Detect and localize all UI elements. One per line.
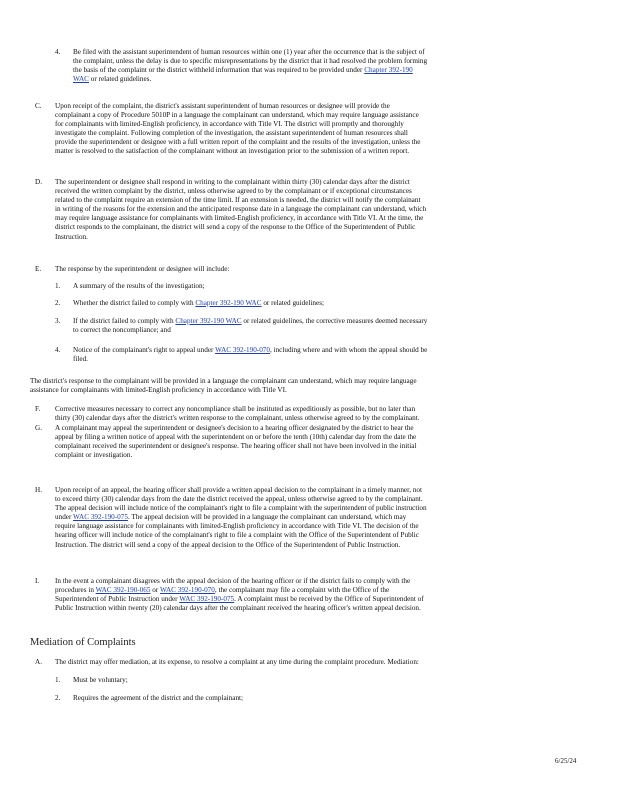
list-item-number: 4. [55,346,61,354]
section-c-line: for complainants with limited-English proficiency, in accordance with Title VI. The district will promptly and thoroughly [55,120,404,129]
list-item-text-segment: or related guidelines; [263,299,324,307]
section-c-line: provide the superintendent or designee with a full written report of the complaint and the results of the investigation, unless the [55,138,421,147]
section-d-line: district responds to the complainant, the district will send a copy of the response to the Office of the Superintendent of Public [55,223,416,232]
section-i-line: Public Instruction within twenty (20) calendar days after the complainant received the hearing officer's written appeal decision. [55,604,421,613]
wac-link[interactable]: WAC 392-190-075 [73,513,128,522]
section-e-label: E. [35,265,42,273]
section-i-text-segment: or [152,586,159,595]
list-item-text: Must be voluntary; [73,676,128,684]
list-item-text-segment: , including where and with whom the appeal should be [270,346,428,354]
section-i-text-segment: , the complainant may file a complaint with the Office of the [214,586,390,595]
section-d-text [55,178,555,242]
wac-link[interactable]: WAC 392-190-065 [95,586,151,595]
list-item-number: 3. [55,317,61,325]
wac-link[interactable]: Chapter 392-190 WAC [175,317,242,325]
section-g-line: appeal by filing a written notice of appeal with the superintendent on or before the tenth (10th) calendar day from the date the [55,433,417,442]
section-h-text-segment: . The appeal decision will be provided in a language the complainant can understand, which may [127,513,407,522]
section-a-intro: The district may offer mediation, at its expense, to resolve a complaint at any time during the complaint procedure. Mediation: [55,658,419,666]
section-f-text [55,405,555,423]
page-date: 6/25/24 [555,757,577,765]
section-g-line: A complainant may appeal the superintendent or designee's decision to a hearing officer designated by the district to hear the [55,424,414,432]
item-4-label: 4. [55,48,61,56]
section-c-text [55,102,555,157]
paragraph-line: assistance for complainants with limited-English proficiency in accordance with Title VI. [30,386,287,395]
list-item-number: 1. [55,676,61,684]
section-h-line: The appeal decision will include notice of the complainant's right to file a complaint with the superintendent of public instruction [55,504,427,513]
section-i-text [55,577,555,613]
section-i-label: I. [35,577,40,585]
wac-link[interactable]: Chapter 392-190 [364,66,413,75]
section-i-line [55,586,555,595]
section-c-label: C. [35,102,42,110]
section-c-line: matter is resolved to the satisfaction of the complainant without an investigation prior to the submission of a written report. [55,147,410,156]
section-h-line: Instruction. The district will send a copy of the appeal decision to the Office of the Superintendent of Public Instruction. [55,540,401,549]
section-h-line: Upon receipt of an appeal, the hearing officer shall provide a written appeal decision to the complainant in a timely manner, not [55,486,423,494]
wac-link[interactable]: WAC 392-190-070 [159,586,215,595]
section-d-line: The superintendent or designee shall respond in writing to the complainant within thirty (30) calendar days after the district [55,178,410,186]
list-item-line [73,346,553,355]
item-4-text-segment: the basis of the complaint or the district withheld information that was required to be provided under [73,66,363,75]
wac-link[interactable]: WAC [73,75,89,84]
list-item-number: 2. [55,694,61,702]
mediation-heading: Mediation of Complaints [30,637,136,648]
section-c-line: complainant a copy of Procedure 5010P in a language the complainant can understand, which may require language assistance [55,111,419,120]
section-d-label: D. [35,178,42,186]
section-h-label: H. [35,486,42,494]
item-4-line: Be filed with the assistant superintendent of human resources within one (1) year after the occurrence that is the subject of [73,48,425,56]
section-h-line: require language assistance for complainants with limited-English proficiency in accordance with Title VI. The decision of the [55,522,419,531]
section-i-text-segment: Superintendent of Public Instruction under [55,595,178,604]
item-4-text-segment: or related guidelines. [90,75,152,84]
section-i-text-segment: procedures in [55,586,94,595]
section-f-line: Corrective measures necessary to correct any noncompliance shall be instituted as expeditiously as possible, but no later than [55,405,416,413]
list-item-text-segment: Whether the district failed to comply with [73,299,194,307]
list-item-text [73,317,553,335]
section-h-line [55,513,555,522]
list-item-number: 2. [55,299,61,307]
list-item-text-segment: or related guidelines, the corrective measures deemed necessary [243,317,428,325]
section-h-line: to exceed thirty (30) calendar days from the date the district received the appeal, unless otherwise agreed to by the complainant. [55,495,423,504]
wac-link[interactable]: WAC 392-190-075 [179,595,235,604]
list-item-text [73,346,553,364]
section-i-line: In the event a complainant disagrees with the appeal decision of the hearing officer or if the district fails to comply with the [55,577,411,585]
paragraph-line: The district's response to the complainant will be provided in a language the complainant can understand, which may require language [30,377,417,385]
item-4-text [73,48,553,84]
section-g-line: complainant received the superintendent or designee's response. The hearing officer shall not have been involved in the initial [55,442,417,451]
wac-link[interactable]: Chapter 392-190 WAC [195,299,262,307]
section-d-line: received the written complaint by the district, unless otherwise agreed to by the complainant or if exceptional circumstances [55,187,412,196]
section-c-line: Upon receipt of the complaint, the district's assistant superintendent of human resources or designee will provide the [55,102,390,110]
list-item-text: Requires the agreement of the district and the complainant; [73,694,244,702]
section-h-text-segment: under [55,513,72,522]
list-item-text-segment: If the district failed to comply with [73,317,174,325]
item-4-line [73,75,553,84]
section-g-line: complaint or investigation. [55,451,133,460]
section-f-label: F. [35,405,41,413]
list-item-line: filed. [73,355,88,364]
section-e-intro: The response by the superintendent or designee will include: [55,265,230,273]
list-item-text [73,299,324,308]
section-g-label: G. [35,424,42,432]
section-d-line: Instruction. [55,232,88,241]
item-4-line [73,66,553,75]
list-item-text-segment: Notice of the complainant's right to appeal under [73,346,214,354]
list-item-line [73,317,553,326]
item-4-line: the complaint, unless the delay is due to specific misrepresentations by the district that it had resolved the problem forming [73,57,428,66]
list-item-line: to correct the noncompliance; and [73,326,171,335]
section-f-line: thirty (30) calendar days after the district's written response to the complainant, unless otherwise agreed to by the complainant. [55,414,420,423]
section-d-line: may require language assistance for complainants with limited-English proficiency, in accordance with Title VI. At the time, the [55,214,424,223]
section-c-line: investigate the complaint. Following completion of the investigation, the assistant superintendent of human resources shall [55,129,408,138]
section-h-text [55,486,555,550]
list-item-text: A summary of the results of the investigation; [73,282,205,290]
section-i-line [55,595,555,604]
section-d-line: in writing of the reasons for the extension and the anticipated response date in a language the complainant can understand, which [55,205,427,214]
section-i-text-segment: . A complaint must be received by the Office of Superintendent of [234,595,424,604]
wac-link[interactable]: WAC 392-190-070 [215,346,270,354]
section-d-line: related to the complaint require an extension of the time limit. If an extension is needed, the district will notify the complainant [55,196,421,205]
section-g-text [55,424,555,460]
section-a-label: A. [35,658,42,666]
list-item-number: 1. [55,282,61,290]
section-h-line: hearing officer will include notice of the complainant's right to file a complaint with the Office of the Superintendent of Public [55,531,419,540]
lep-paragraph [30,377,560,395]
